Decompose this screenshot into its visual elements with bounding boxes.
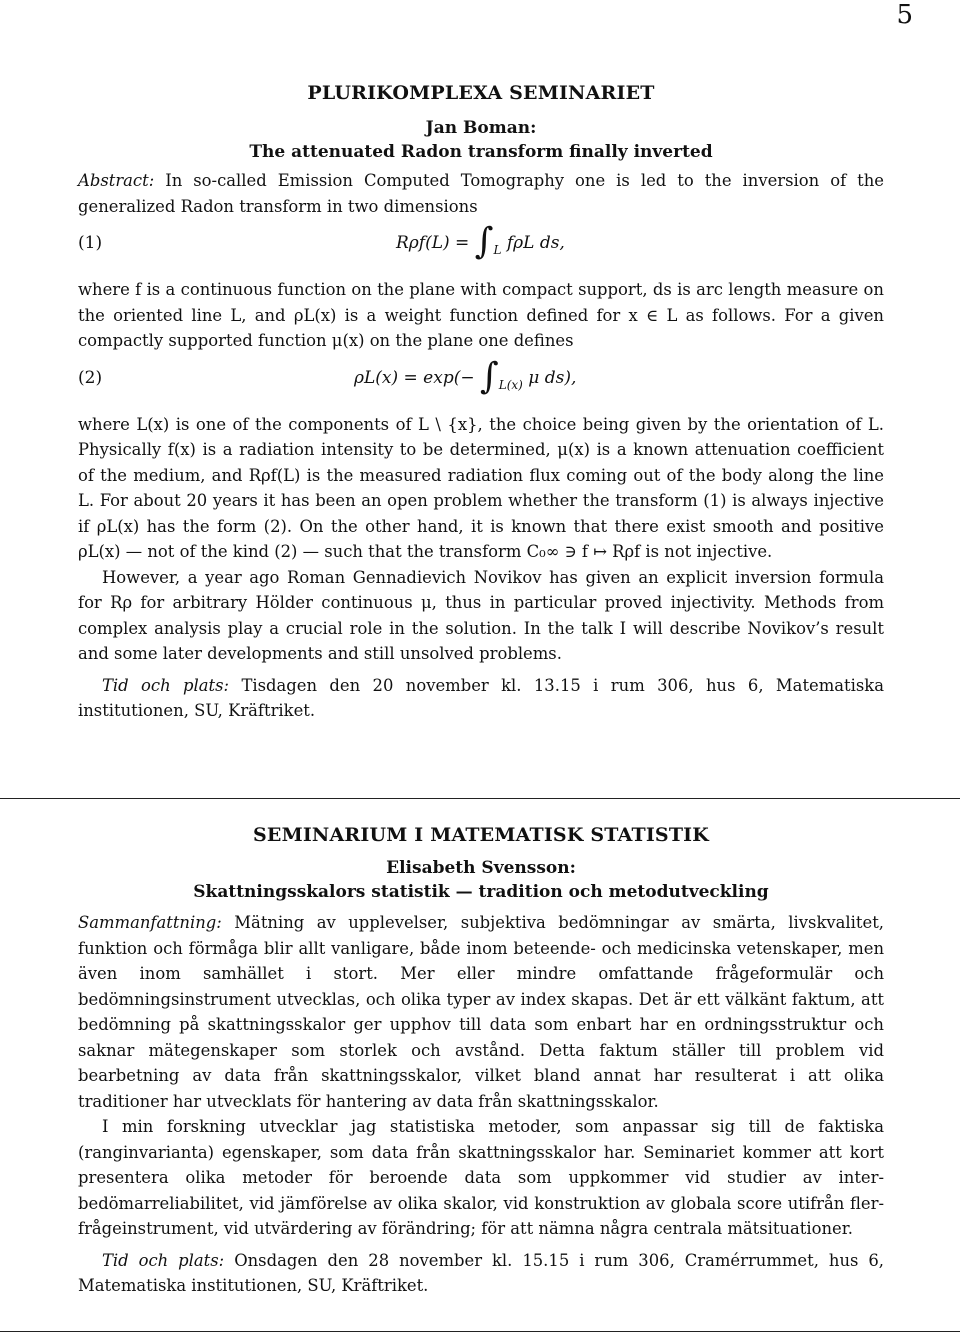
integral-sign: ∫ [480, 355, 499, 397]
equation-1-body [396, 223, 565, 264]
equation-1-subscript: L [493, 243, 502, 257]
time-text: Tisdagen den 20 november kl. 13.15 i rum 306, hus 6, Matematiska institutionen, SU, Kräftriket. [78, 675, 885, 720]
talk-title: The attenuated Radon transform finally inverted [249, 142, 713, 162]
paragraph-weight-definition: where f is a continuous function on the plane with compact support, ds is arc length measure on the oriented line L, and ρL(x) is a weight function defined for x ∈ L as follows. For a given compactly supported function μ(x) on the plane one defines [78, 280, 884, 350]
summary-paragraph [78, 910, 884, 1114]
seminar-heading: SEMINARIUM I MATEMATISK STATISTIK [252, 824, 709, 846]
paragraph-novikov: However, a year ago Roman Gennadievich Novikov has given an explicit inversion formula for Rρ for arbitrary Hölder continuous μ, thus in particular proved injectivity. Methods from complex analysis play a crucial role in the solution. In the talk I will describe Novikov’s result and some later developments and still unsolved problems. [78, 567, 884, 663]
page-number: 5 [896, 0, 913, 30]
abstract-intro-text: In so-called Emission Computed Tomography one is led to the inversion of the generalized Radon transform in two dimensions [78, 171, 884, 216]
equation-2-rhs: μ ds), [528, 367, 577, 388]
abstract-label: Abstract: [78, 171, 155, 190]
equation-1-lhs: Rρf(L) = [396, 233, 470, 253]
time-text: Onsdagen den 28 november kl. 15.15 i rum 306, Cramérrummet, hus 6, Matematiska institutionen, SU, Kräftriket. [78, 1250, 885, 1295]
equation-1 [78, 219, 884, 277]
equation-2 [78, 354, 884, 412]
equation-2-number: (2) [78, 367, 103, 388]
seminar-plurikomplexa [78, 82, 884, 724]
equation-2-subscript: L(x) [498, 377, 523, 392]
paragraph-research: I min forskning utvecklar jag statistiska metoder, som anpassar sig till de faktiska (ranginvarianta) egenskaper, som data från skattningsskalor har. Seminariet kommer att kort presentera olika metoder för beroende data som uppkommer vid studier av inter-bedömarreliabilitet, vid jämförelse av olika skalor, vid konstruktion av globala score utifrån fler-frågeinstrument, vid utvärdering av förändring; för att nämna några centrala mätsituationer. [78, 1117, 884, 1238]
bottom-divider [0, 1331, 960, 1332]
paragraph-physical-meaning: where L(x) is one of the components of L \ {x}, the choice being given by the orientation of L. Physically f(x) is a radiation intensity to be determined, μ(x) is a known attenuation coefficient of the medium, and Rρf(L) is the measured radiation flux coming out of the body along the line L. For about 20 years it has been an open problem whether the transform (1) is always injective if ρL(x) has the form (2). On the other hand, it is known that there exist smooth and positive ρL(x) — not of the kind (2) — such that the transform C₀∞ ∋ f ↦ Rρf is not injective. [78, 414, 884, 561]
equation-1-rhs: fρL ds, [506, 233, 565, 253]
time-and-place [78, 673, 884, 724]
time-and-place [78, 1248, 884, 1299]
author-name: Jan Boman: [425, 118, 537, 138]
integral-sign: ∫ [474, 221, 494, 262]
equation-2-body [354, 355, 577, 399]
abstract-intro [78, 168, 884, 219]
summary-label: Sammanfattning: [78, 913, 222, 932]
talk-title: Skattningsskalors statistik — tradition och metodutveckling [193, 882, 769, 902]
section-divider [0, 798, 960, 799]
summary-text: Mätning av upplevelser, subjektiva bedömningar av smärta, livskvalitet, funktion och förmåga blir allt vanligare, både inom beteende- och medicinska vetenskaper, men även inom samhället i stort. Mer eller mindre omfattande frågeformulär och bedömningsinstrument utvecklas, och olika typer av index skapas. Det är ett välkänt faktum, att bedömning på skattningsskalor ger upphov till data som enbart har en ordningsstruktur och saknar mätegenskaper som storlek och avstånd. Detta faktum ställer till problem vid bearbetning av data från skattningsskalor, vilket bland annat har resulterat i att olika traditioner har utvecklats för hantering av data från skattningsskalor. [78, 913, 884, 1111]
time-label: Tid och plats: [102, 1250, 225, 1270]
time-label: Tid och plats: [102, 675, 230, 695]
equation-2-lhs: ρL(x) = exp(− [354, 367, 475, 388]
seminar-statistik [78, 824, 884, 1299]
author-name: Elisabeth Svensson: [386, 858, 576, 878]
equation-1-number: (1) [78, 233, 103, 253]
seminar-heading: PLURIKOMPLEXA SEMINARIET [307, 82, 655, 104]
